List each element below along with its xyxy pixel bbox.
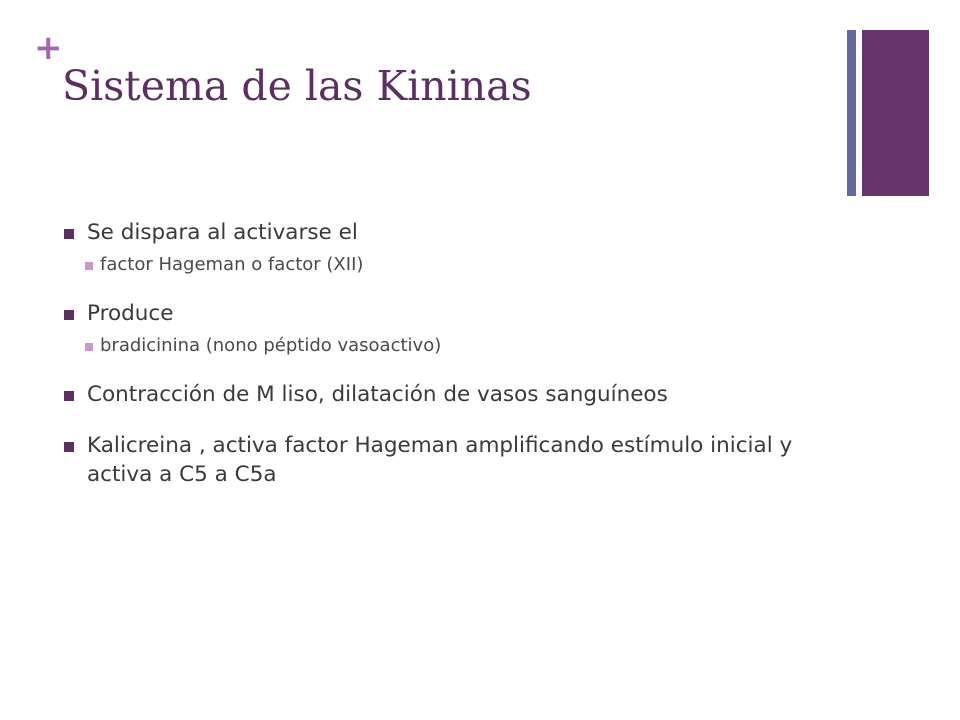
- bullet-text: Kalicreina , activa factor Hageman amplificando estímulo inicial y activa a C5 a C5a: [87, 433, 793, 487]
- sub-bullet-text: factor Hageman o factor (XII): [100, 254, 364, 275]
- bullet-item: [62, 431, 842, 489]
- bullet-text: Se dispara al activarse el: [87, 220, 358, 245]
- bullet-text: Produce: [87, 301, 174, 326]
- bullet-item: [62, 380, 842, 409]
- square-sub-bullet-icon: [85, 262, 93, 270]
- sub-bullet-list: [87, 334, 842, 358]
- square-bullet-icon: [64, 442, 74, 452]
- bullet-text: Contracción de M liso, dilatación de vasos sanguíneos: [87, 382, 668, 407]
- sub-bullet-list: [87, 253, 842, 277]
- bullet-item: [62, 299, 842, 358]
- square-bullet-icon: [64, 391, 74, 401]
- square-bullet-icon: [64, 310, 74, 320]
- square-sub-bullet-icon: [85, 343, 93, 351]
- bullet-list: [62, 218, 842, 511]
- accent-bar-thick: [862, 30, 929, 196]
- slide-title: Sistema de las Kininas: [62, 62, 532, 110]
- plus-mark-icon: +: [34, 28, 63, 68]
- sub-bullet-item: [87, 334, 842, 358]
- accent-bar-thin: [847, 30, 856, 196]
- bullet-item: [62, 218, 842, 277]
- square-bullet-icon: [64, 229, 74, 239]
- sub-bullet-text: bradicinina (nono péptido vasoactivo): [100, 335, 442, 356]
- sub-bullet-item: [87, 253, 842, 277]
